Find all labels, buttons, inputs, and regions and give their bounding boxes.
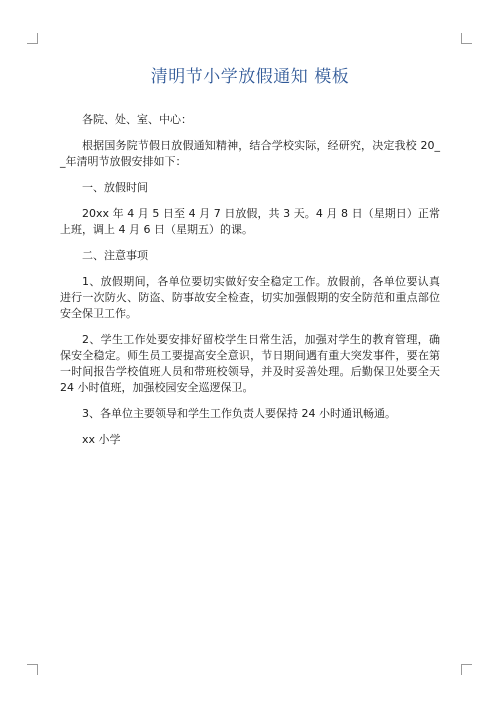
signature: xx 小学 [82, 433, 121, 446]
crop-mark-bottom-right [461, 664, 472, 675]
note-item-3: 3、各单位主要领导和学生工作负责人要保持 24 小时通讯畅通。 [82, 407, 396, 420]
intro-paragraph: 根据国务院节假日放假通知精神，结合学校实际，经研究，决定我校 20__年清明节放假安排如下： [60, 139, 440, 168]
crop-mark-top-right [461, 33, 472, 44]
section-heading-holiday-time: 一、放假时间 [82, 181, 148, 194]
crop-mark-top-left [27, 33, 38, 44]
holiday-time-paragraph: 20xx 年 4 月 5 日至 4 月 7 日放假，共 3 天。4 月 8 日（星期日）正常上班，调上 4 月 6 日（星期五）的课。 [60, 207, 440, 236]
crop-mark-bottom-left [27, 664, 38, 675]
section-heading-notes: 二、注意事项 [82, 249, 148, 262]
note-item-2: 2、学生工作处要安排好留校学生日常生活，加强对学生的教育管理，确保安全稳定。师生员工要提高安全意识，节日期间遇有重大突发事件，要在第一时间报告学校值班人员和带班校领导，并及时妥善处理。后勤保卫处要全天 24 小时值班，加强校园安全巡逻保卫。 [60, 333, 440, 394]
note-item-1: 1、放假期间，各单位要切实做好安全稳定工作。放假前，各单位要认真进行一次防火、防盗、防事故安全检查，切实加强假期的安全防范和重点部位安全保卫工作。 [60, 275, 440, 320]
document-body [60, 112, 440, 448]
document-title: 清明节小学放假通知 模板 [150, 67, 350, 87]
salutation: 各院、处、室、中心： [82, 113, 192, 126]
